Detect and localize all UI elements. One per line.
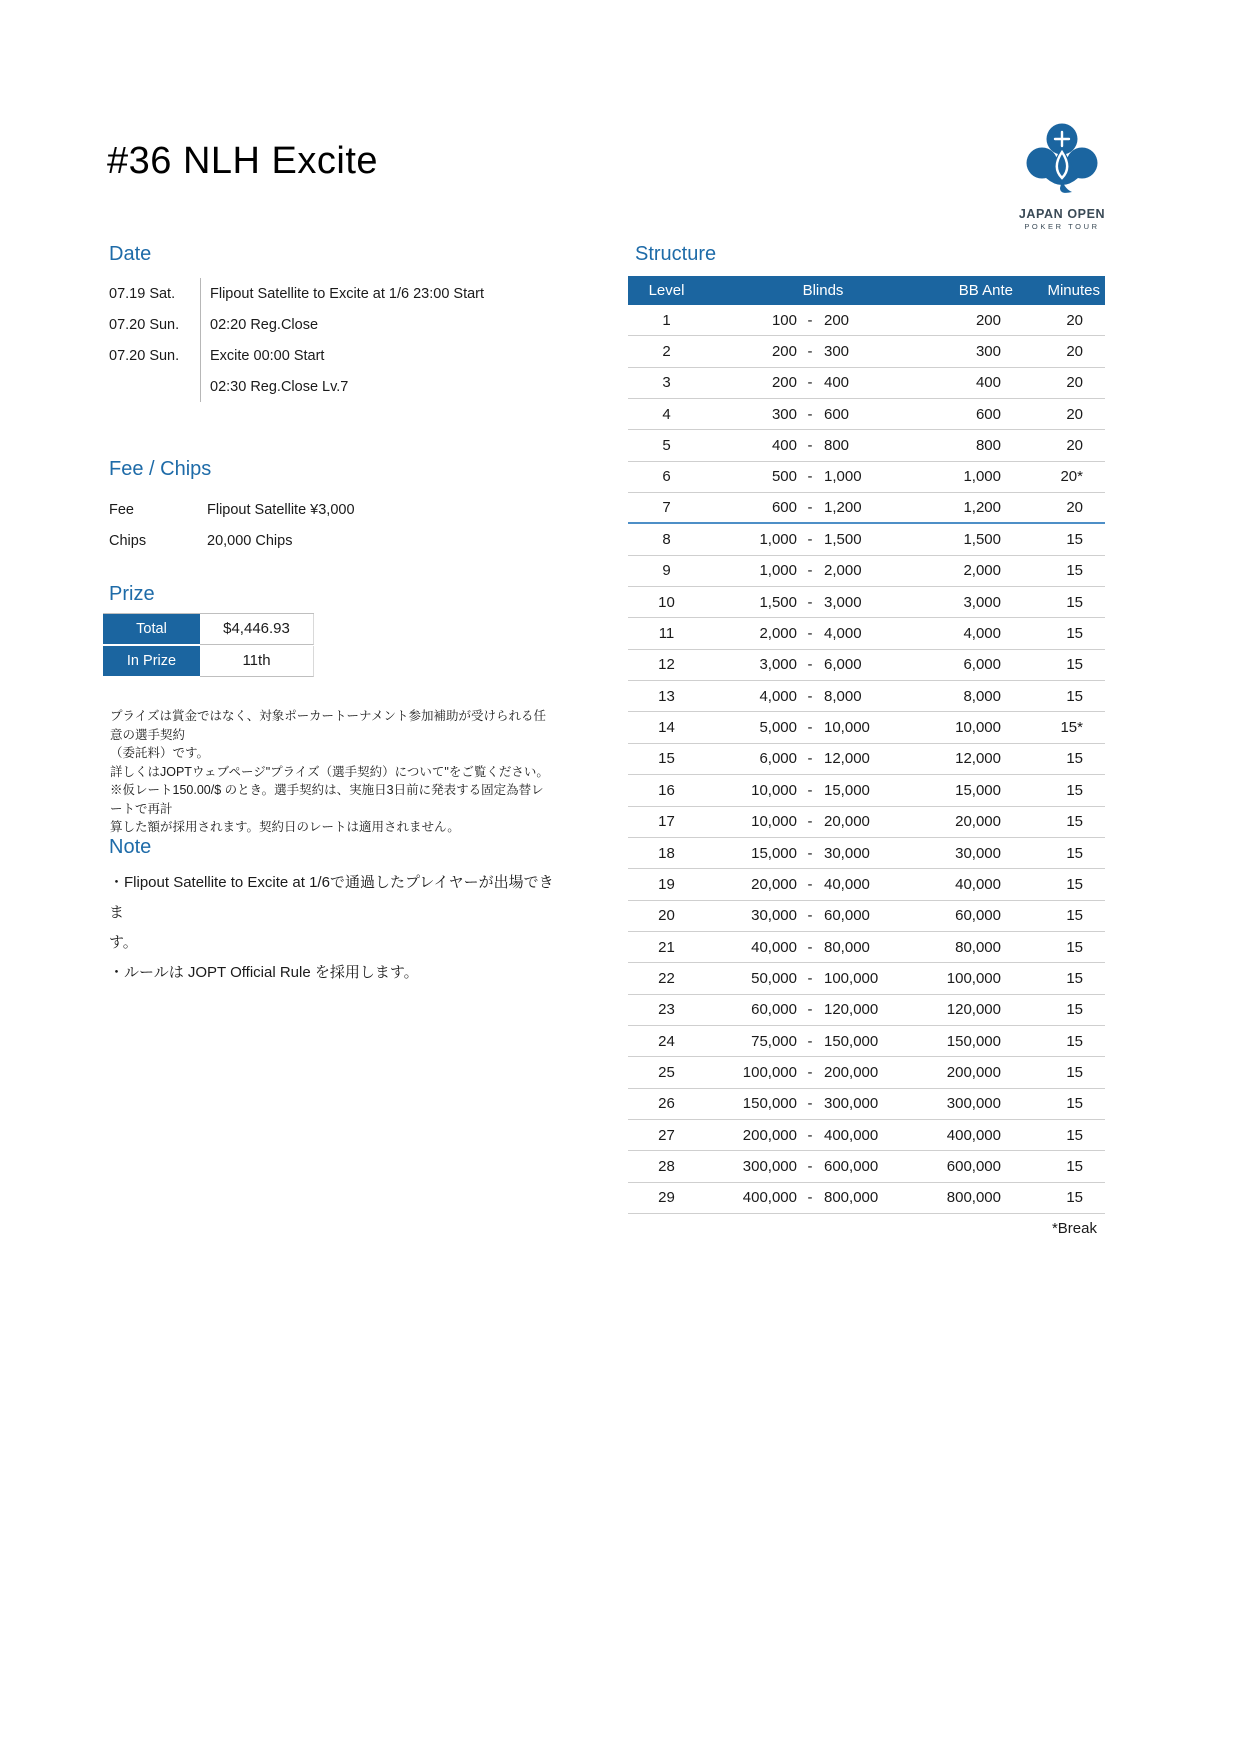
structure-row <box>628 807 1105 838</box>
structure-row <box>628 336 1105 367</box>
small-blind-cell: 300 <box>771 405 797 423</box>
structure-row <box>628 1026 1105 1057</box>
bb-ante-cell: 30,000 <box>955 844 1001 862</box>
note-text <box>109 868 559 988</box>
bb-ante-cell: 6,000 <box>963 656 1001 674</box>
fee-chips-label: Fee <box>109 501 134 518</box>
level-cell: 9 <box>662 562 671 580</box>
date-row <box>109 340 529 371</box>
blind-separator: - <box>807 813 813 831</box>
small-blind-cell: 200,000 <box>742 1126 797 1144</box>
small-blind-cell: 600 <box>771 499 797 517</box>
bb-ante-cell: 2,000 <box>963 562 1001 580</box>
fee-chips-label: Chips <box>109 532 147 549</box>
structure-row <box>628 838 1105 869</box>
small-blind-cell: 10,000 <box>751 813 797 831</box>
big-blind-cell: 400,000 <box>824 1126 879 1144</box>
minutes-cell: 20 <box>1066 311 1083 329</box>
minutes-cell: 15 <box>1066 687 1083 705</box>
small-blind-cell: 5,000 <box>759 719 797 737</box>
prize-table <box>103 613 314 678</box>
structure-row <box>628 995 1105 1026</box>
big-blind-cell: 80,000 <box>824 938 870 956</box>
note-heading: Note <box>109 836 152 858</box>
structure-body <box>628 305 1105 1214</box>
bb-ante-cell: 120,000 <box>946 1001 1001 1019</box>
level-cell: 14 <box>658 719 675 737</box>
structure-row <box>628 901 1105 932</box>
big-blind-cell: 200 <box>824 311 850 329</box>
date-cell: 07.19 Sat. <box>109 285 176 302</box>
level-cell: 18 <box>658 844 675 862</box>
minutes-cell: 15 <box>1066 562 1083 580</box>
big-blind-cell: 15,000 <box>824 781 870 799</box>
date-row <box>109 278 529 309</box>
structure-row <box>628 712 1105 743</box>
big-blind-cell: 800,000 <box>824 1189 879 1207</box>
big-blind-cell: 300 <box>824 343 850 361</box>
bb-ante-cell: 400,000 <box>946 1126 1001 1144</box>
bb-ante-cell: 1,200 <box>963 499 1001 517</box>
minutes-cell: 20 <box>1066 499 1083 517</box>
big-blind-cell: 100,000 <box>824 969 879 987</box>
blind-separator: - <box>807 844 813 862</box>
bb-ante-cell: 200 <box>975 311 1001 329</box>
big-blind-cell: 12,000 <box>824 750 870 768</box>
small-blind-cell: 30,000 <box>751 907 797 925</box>
level-cell: 16 <box>658 781 675 799</box>
blind-separator: - <box>807 687 813 705</box>
structure-row <box>628 1089 1105 1120</box>
structure-row <box>628 524 1105 555</box>
small-blind-cell: 60,000 <box>751 1001 797 1019</box>
minutes-cell: 15 <box>1066 781 1083 799</box>
blind-separator: - <box>807 907 813 925</box>
minutes-cell: 15 <box>1066 969 1083 987</box>
level-cell: 17 <box>658 813 675 831</box>
big-blind-cell: 600,000 <box>824 1157 879 1175</box>
level-cell: 6 <box>662 468 671 486</box>
blind-separator: - <box>807 875 813 893</box>
level-cell: 3 <box>662 374 671 392</box>
structure-row <box>628 399 1105 430</box>
minutes-cell: 15 <box>1066 593 1083 611</box>
prize-label-cell: In Prize <box>103 646 200 676</box>
structure-row <box>628 587 1105 618</box>
structure-row <box>628 430 1105 461</box>
blind-separator: - <box>807 1157 813 1175</box>
minutes-cell: 20* <box>1060 468 1083 486</box>
small-blind-cell: 40,000 <box>751 938 797 956</box>
bb-ante-cell: 80,000 <box>955 938 1001 956</box>
small-blind-cell: 4,000 <box>759 687 797 705</box>
blind-separator: - <box>807 343 813 361</box>
bb-ante-cell: 300 <box>975 343 1001 361</box>
structure-row <box>628 1183 1105 1214</box>
blind-separator: - <box>807 1001 813 1019</box>
minutes-cell: 15 <box>1066 625 1083 643</box>
fee-chips-value: 20,000 Chips <box>207 532 293 549</box>
minutes-cell: 15* <box>1060 719 1083 737</box>
blind-separator: - <box>807 969 813 987</box>
fee-chips-row <box>109 525 529 556</box>
small-blind-cell: 500 <box>771 468 797 486</box>
structure-row <box>628 618 1105 649</box>
structure-heading: Structure <box>635 243 717 265</box>
big-blind-cell: 300,000 <box>824 1095 879 1113</box>
small-blind-cell: 400 <box>771 437 797 455</box>
blind-separator: - <box>807 1063 813 1081</box>
structure-row <box>628 462 1105 493</box>
small-blind-cell: 150,000 <box>742 1095 797 1113</box>
prize-value-cell: 11th <box>200 646 314 677</box>
blind-separator: - <box>807 499 813 517</box>
date-desc-cell: 02:30 Reg.Close Lv.7 <box>200 371 529 402</box>
big-blind-cell: 1,000 <box>824 468 862 486</box>
small-blind-cell: 100,000 <box>742 1063 797 1081</box>
minutes-cell: 15 <box>1066 1095 1083 1113</box>
big-blind-cell: 400 <box>824 374 850 392</box>
break-footnote: *Break <box>1051 1219 1097 1237</box>
big-blind-cell: 2,000 <box>824 562 862 580</box>
blind-separator: - <box>807 1126 813 1144</box>
level-cell: 22 <box>658 969 675 987</box>
bb-ante-cell: 60,000 <box>955 907 1001 925</box>
blind-separator: - <box>807 1032 813 1050</box>
column-header-minutes: Minutes <box>1047 282 1100 299</box>
level-cell: 11 <box>658 625 675 643</box>
structure-row <box>628 1057 1105 1088</box>
big-blind-cell: 10,000 <box>824 719 870 737</box>
structure-row <box>628 556 1105 587</box>
structure-row <box>628 1151 1105 1182</box>
minutes-cell: 15 <box>1066 531 1083 549</box>
structure-row <box>628 775 1105 806</box>
minutes-cell: 15 <box>1066 1126 1083 1144</box>
level-cell: 21 <box>658 938 675 956</box>
level-cell: 29 <box>658 1189 675 1207</box>
blind-separator: - <box>807 656 813 674</box>
minutes-cell: 15 <box>1066 1189 1083 1207</box>
level-cell: 24 <box>658 1032 675 1050</box>
level-cell: 28 <box>658 1157 675 1175</box>
big-blind-cell: 8,000 <box>824 687 862 705</box>
big-blind-cell: 4,000 <box>824 625 862 643</box>
column-header-bb-ante: BB Ante <box>958 282 1013 299</box>
blind-separator: - <box>807 1189 813 1207</box>
big-blind-cell: 800 <box>824 437 850 455</box>
date-desc-cell: Excite 00:00 Start <box>200 340 529 371</box>
small-blind-cell: 6,000 <box>759 750 797 768</box>
date-cell: 07.20 Sun. <box>109 347 180 364</box>
blind-separator: - <box>807 374 813 392</box>
small-blind-cell: 75,000 <box>751 1032 797 1050</box>
date-desc-cell: 02:20 Reg.Close <box>200 309 529 340</box>
structure-row <box>628 744 1105 775</box>
disclaimer-line: ※仮レート150.00/$ のとき。選手契約は、実施日3日前に発表する固定為替レートで再計 <box>110 783 544 816</box>
minutes-cell: 15 <box>1066 1001 1083 1019</box>
bb-ante-cell: 600,000 <box>946 1157 1001 1175</box>
level-cell: 2 <box>662 343 671 361</box>
small-blind-cell: 10,000 <box>751 781 797 799</box>
minutes-cell: 15 <box>1066 1157 1083 1175</box>
small-blind-cell: 3,000 <box>759 656 797 674</box>
column-header-level: Level <box>648 282 685 299</box>
minutes-cell: 20 <box>1066 343 1083 361</box>
blind-separator: - <box>807 593 813 611</box>
big-blind-cell: 30,000 <box>824 844 870 862</box>
prize-label-cell: Total <box>103 614 200 644</box>
club-clover-icon <box>1019 120 1105 200</box>
bb-ante-cell: 600 <box>975 405 1001 423</box>
level-cell: 5 <box>662 437 671 455</box>
bb-ante-cell: 12,000 <box>955 750 1001 768</box>
minutes-cell: 15 <box>1066 938 1083 956</box>
logo-subtitle: POKER TOUR <box>1024 222 1100 231</box>
level-cell: 4 <box>662 405 671 423</box>
prize-row <box>103 646 314 678</box>
small-blind-cell: 1,000 <box>759 562 797 580</box>
minutes-cell: 15 <box>1066 875 1083 893</box>
disclaimer-line: プライズは賞金ではなく、対象ポーカートーナメント参加補助が受けられる任意の選手契約 <box>110 709 547 742</box>
minutes-cell: 15 <box>1066 750 1083 768</box>
small-blind-cell: 200 <box>771 343 797 361</box>
small-blind-cell: 1,500 <box>759 593 797 611</box>
structure-row <box>628 493 1105 524</box>
fee-chips-row <box>109 494 529 525</box>
blind-separator: - <box>807 531 813 549</box>
small-blind-cell: 100 <box>771 311 797 329</box>
blind-separator: - <box>807 1095 813 1113</box>
big-blind-cell: 600 <box>824 405 850 423</box>
structure-row <box>628 963 1105 994</box>
bb-ante-cell: 10,000 <box>955 719 1001 737</box>
date-table <box>109 278 529 402</box>
bb-ante-cell: 1,000 <box>963 468 1001 486</box>
bb-ante-cell: 3,000 <box>963 593 1001 611</box>
structure-row <box>628 368 1105 399</box>
bb-ante-cell: 1,500 <box>963 531 1001 549</box>
note-line: す。 <box>109 934 138 951</box>
minutes-cell: 15 <box>1066 844 1083 862</box>
bb-ante-cell: 4,000 <box>963 625 1001 643</box>
bb-ante-cell: 200,000 <box>946 1063 1001 1081</box>
minutes-cell: 20 <box>1066 405 1083 423</box>
disclaimer-line: 詳しくはJOPTウェブページ"プライズ（選手契約）について"をご覧ください。 <box>110 764 549 779</box>
minutes-cell: 20 <box>1066 374 1083 392</box>
blind-separator: - <box>807 437 813 455</box>
blind-separator: - <box>807 938 813 956</box>
blind-separator: - <box>807 468 813 486</box>
bb-ante-cell: 20,000 <box>955 813 1001 831</box>
bb-ante-cell: 40,000 <box>955 875 1001 893</box>
level-cell: 7 <box>662 499 671 517</box>
blind-separator: - <box>807 625 813 643</box>
prize-disclaimer <box>110 707 550 837</box>
disclaimer-line: 算した額が採用されます。契約日のレートは適用されません。 <box>110 820 460 834</box>
big-blind-cell: 40,000 <box>824 875 870 893</box>
minutes-cell: 15 <box>1066 907 1083 925</box>
blind-separator: - <box>807 405 813 423</box>
structure-row <box>628 650 1105 681</box>
small-blind-cell: 20,000 <box>751 875 797 893</box>
prize-value-cell: $4,446.93 <box>200 614 314 645</box>
big-blind-cell: 60,000 <box>824 907 870 925</box>
fee-chips-value: Flipout Satellite ¥3,000 <box>207 501 355 518</box>
level-cell: 10 <box>658 593 675 611</box>
note-line: ・Flipout Satellite to Excite at 1/6で通過したプレイヤーが出場できま <box>109 874 554 921</box>
small-blind-cell: 15,000 <box>751 844 797 862</box>
structure-row <box>628 681 1105 712</box>
page-title: #36 NLH Excite <box>107 140 379 182</box>
bb-ante-cell: 8,000 <box>963 687 1001 705</box>
prize-row <box>103 614 314 646</box>
date-heading: Date <box>109 243 152 265</box>
bb-ante-cell: 300,000 <box>946 1095 1001 1113</box>
minutes-cell: 15 <box>1066 813 1083 831</box>
logo-title: JAPAN OPEN <box>1018 207 1106 221</box>
level-cell: 19 <box>658 875 675 893</box>
bb-ante-cell: 800,000 <box>946 1189 1001 1207</box>
level-cell: 8 <box>662 531 671 549</box>
level-cell: 15 <box>658 750 675 768</box>
small-blind-cell: 400,000 <box>742 1189 797 1207</box>
structure-table <box>628 276 1105 1237</box>
small-blind-cell: 300,000 <box>742 1157 797 1175</box>
jopt-logo <box>1008 120 1116 231</box>
date-cell: 07.20 Sun. <box>109 316 180 333</box>
bb-ante-cell: 100,000 <box>946 969 1001 987</box>
bb-ante-cell: 800 <box>975 437 1001 455</box>
bb-ante-cell: 400 <box>975 374 1001 392</box>
level-cell: 12 <box>658 656 675 674</box>
level-cell: 23 <box>658 1001 675 1019</box>
bb-ante-cell: 15,000 <box>955 781 1001 799</box>
structure-row <box>628 869 1105 900</box>
level-cell: 1 <box>662 311 671 329</box>
prize-heading: Prize <box>109 583 155 605</box>
big-blind-cell: 20,000 <box>824 813 870 831</box>
big-blind-cell: 6,000 <box>824 656 862 674</box>
level-cell: 13 <box>658 687 675 705</box>
level-cell: 20 <box>658 907 675 925</box>
blind-separator: - <box>807 311 813 329</box>
big-blind-cell: 3,000 <box>824 593 862 611</box>
structure-header-row <box>628 276 1105 305</box>
minutes-cell: 15 <box>1066 1063 1083 1081</box>
structure-row <box>628 305 1105 336</box>
level-cell: 27 <box>658 1126 675 1144</box>
big-blind-cell: 1,500 <box>824 531 862 549</box>
minutes-cell: 20 <box>1066 437 1083 455</box>
minutes-cell: 15 <box>1066 1032 1083 1050</box>
fee-chips-heading: Fee / Chips <box>109 458 212 480</box>
column-header-blinds: Blinds <box>802 282 844 299</box>
big-blind-cell: 120,000 <box>824 1001 879 1019</box>
big-blind-cell: 150,000 <box>824 1032 879 1050</box>
blind-separator: - <box>807 750 813 768</box>
level-cell: 25 <box>658 1063 675 1081</box>
big-blind-cell: 200,000 <box>824 1063 879 1081</box>
blind-separator: - <box>807 781 813 799</box>
small-blind-cell: 200 <box>771 374 797 392</box>
blind-separator: - <box>807 719 813 737</box>
disclaimer-line: （委託料）です。 <box>110 746 210 760</box>
small-blind-cell: 50,000 <box>751 969 797 987</box>
blind-separator: - <box>807 562 813 580</box>
date-row <box>109 309 529 340</box>
structure-row <box>628 1120 1105 1151</box>
date-desc-cell: Flipout Satellite to Excite at 1/6 23:00 Start <box>200 278 529 309</box>
small-blind-cell: 1,000 <box>759 531 797 549</box>
minutes-cell: 15 <box>1066 656 1083 674</box>
small-blind-cell: 2,000 <box>759 625 797 643</box>
bb-ante-cell: 150,000 <box>946 1032 1001 1050</box>
big-blind-cell: 1,200 <box>824 499 862 517</box>
fee-chips-table <box>109 494 529 556</box>
note-line: ・ルールは JOPT Official Rule を採用します。 <box>109 964 419 981</box>
level-cell: 26 <box>658 1095 675 1113</box>
date-row <box>109 371 529 402</box>
structure-row <box>628 932 1105 963</box>
